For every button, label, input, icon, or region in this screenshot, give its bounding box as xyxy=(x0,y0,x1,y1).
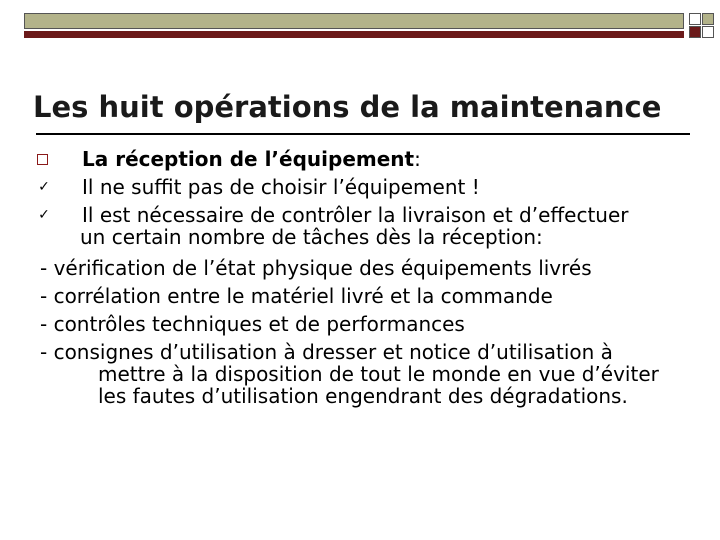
corner-square xyxy=(702,13,714,25)
corner-square xyxy=(702,26,714,38)
dash-item xyxy=(40,254,700,282)
lead-text: La réception de l’équipement xyxy=(82,147,415,171)
check-continuation xyxy=(40,223,700,251)
slide-title: Les huit opérations de la maintenance xyxy=(33,90,662,124)
check-continuation-text: un certain nombre de tâches dès la réception: xyxy=(80,225,543,249)
lead-colon: : xyxy=(414,147,421,171)
checkmark-icon: ✓ xyxy=(38,207,50,223)
dash-text: - vérification de l’état physique des équipements livrés xyxy=(40,256,592,280)
check-text: Il est nécessaire de contrôler la livraison et d’effectuer xyxy=(82,203,629,227)
header-bar-dark xyxy=(24,31,684,38)
check-text: Il ne suffit pas de choisir l’équipement ! xyxy=(82,175,480,199)
title-underline xyxy=(36,133,690,135)
dash-text: - consignes d’utilisation à dresser et notice d’utilisation à xyxy=(40,340,613,364)
dash-continuation-text: mettre à la disposition de tout le monde en vue d’éviter xyxy=(98,362,659,386)
dash-text: - corrélation entre le matériel livré et la commande xyxy=(40,284,553,308)
dash-item xyxy=(40,310,700,338)
header-bar-olive xyxy=(24,13,684,29)
dash-continuation-text: les fautes d’utilisation engendrant des dégradations. xyxy=(98,384,628,408)
checkmark-icon: ✓ xyxy=(38,179,50,195)
corner-square xyxy=(689,13,701,25)
square-bullet-icon xyxy=(37,154,48,165)
check-item xyxy=(40,173,700,201)
slide-body xyxy=(40,145,700,425)
dash-continuation xyxy=(40,382,700,410)
dash-text: - contrôles techniques et de performances xyxy=(40,312,465,336)
dash-item xyxy=(40,282,700,310)
corner-square xyxy=(689,26,701,38)
lead-bullet xyxy=(40,145,700,173)
